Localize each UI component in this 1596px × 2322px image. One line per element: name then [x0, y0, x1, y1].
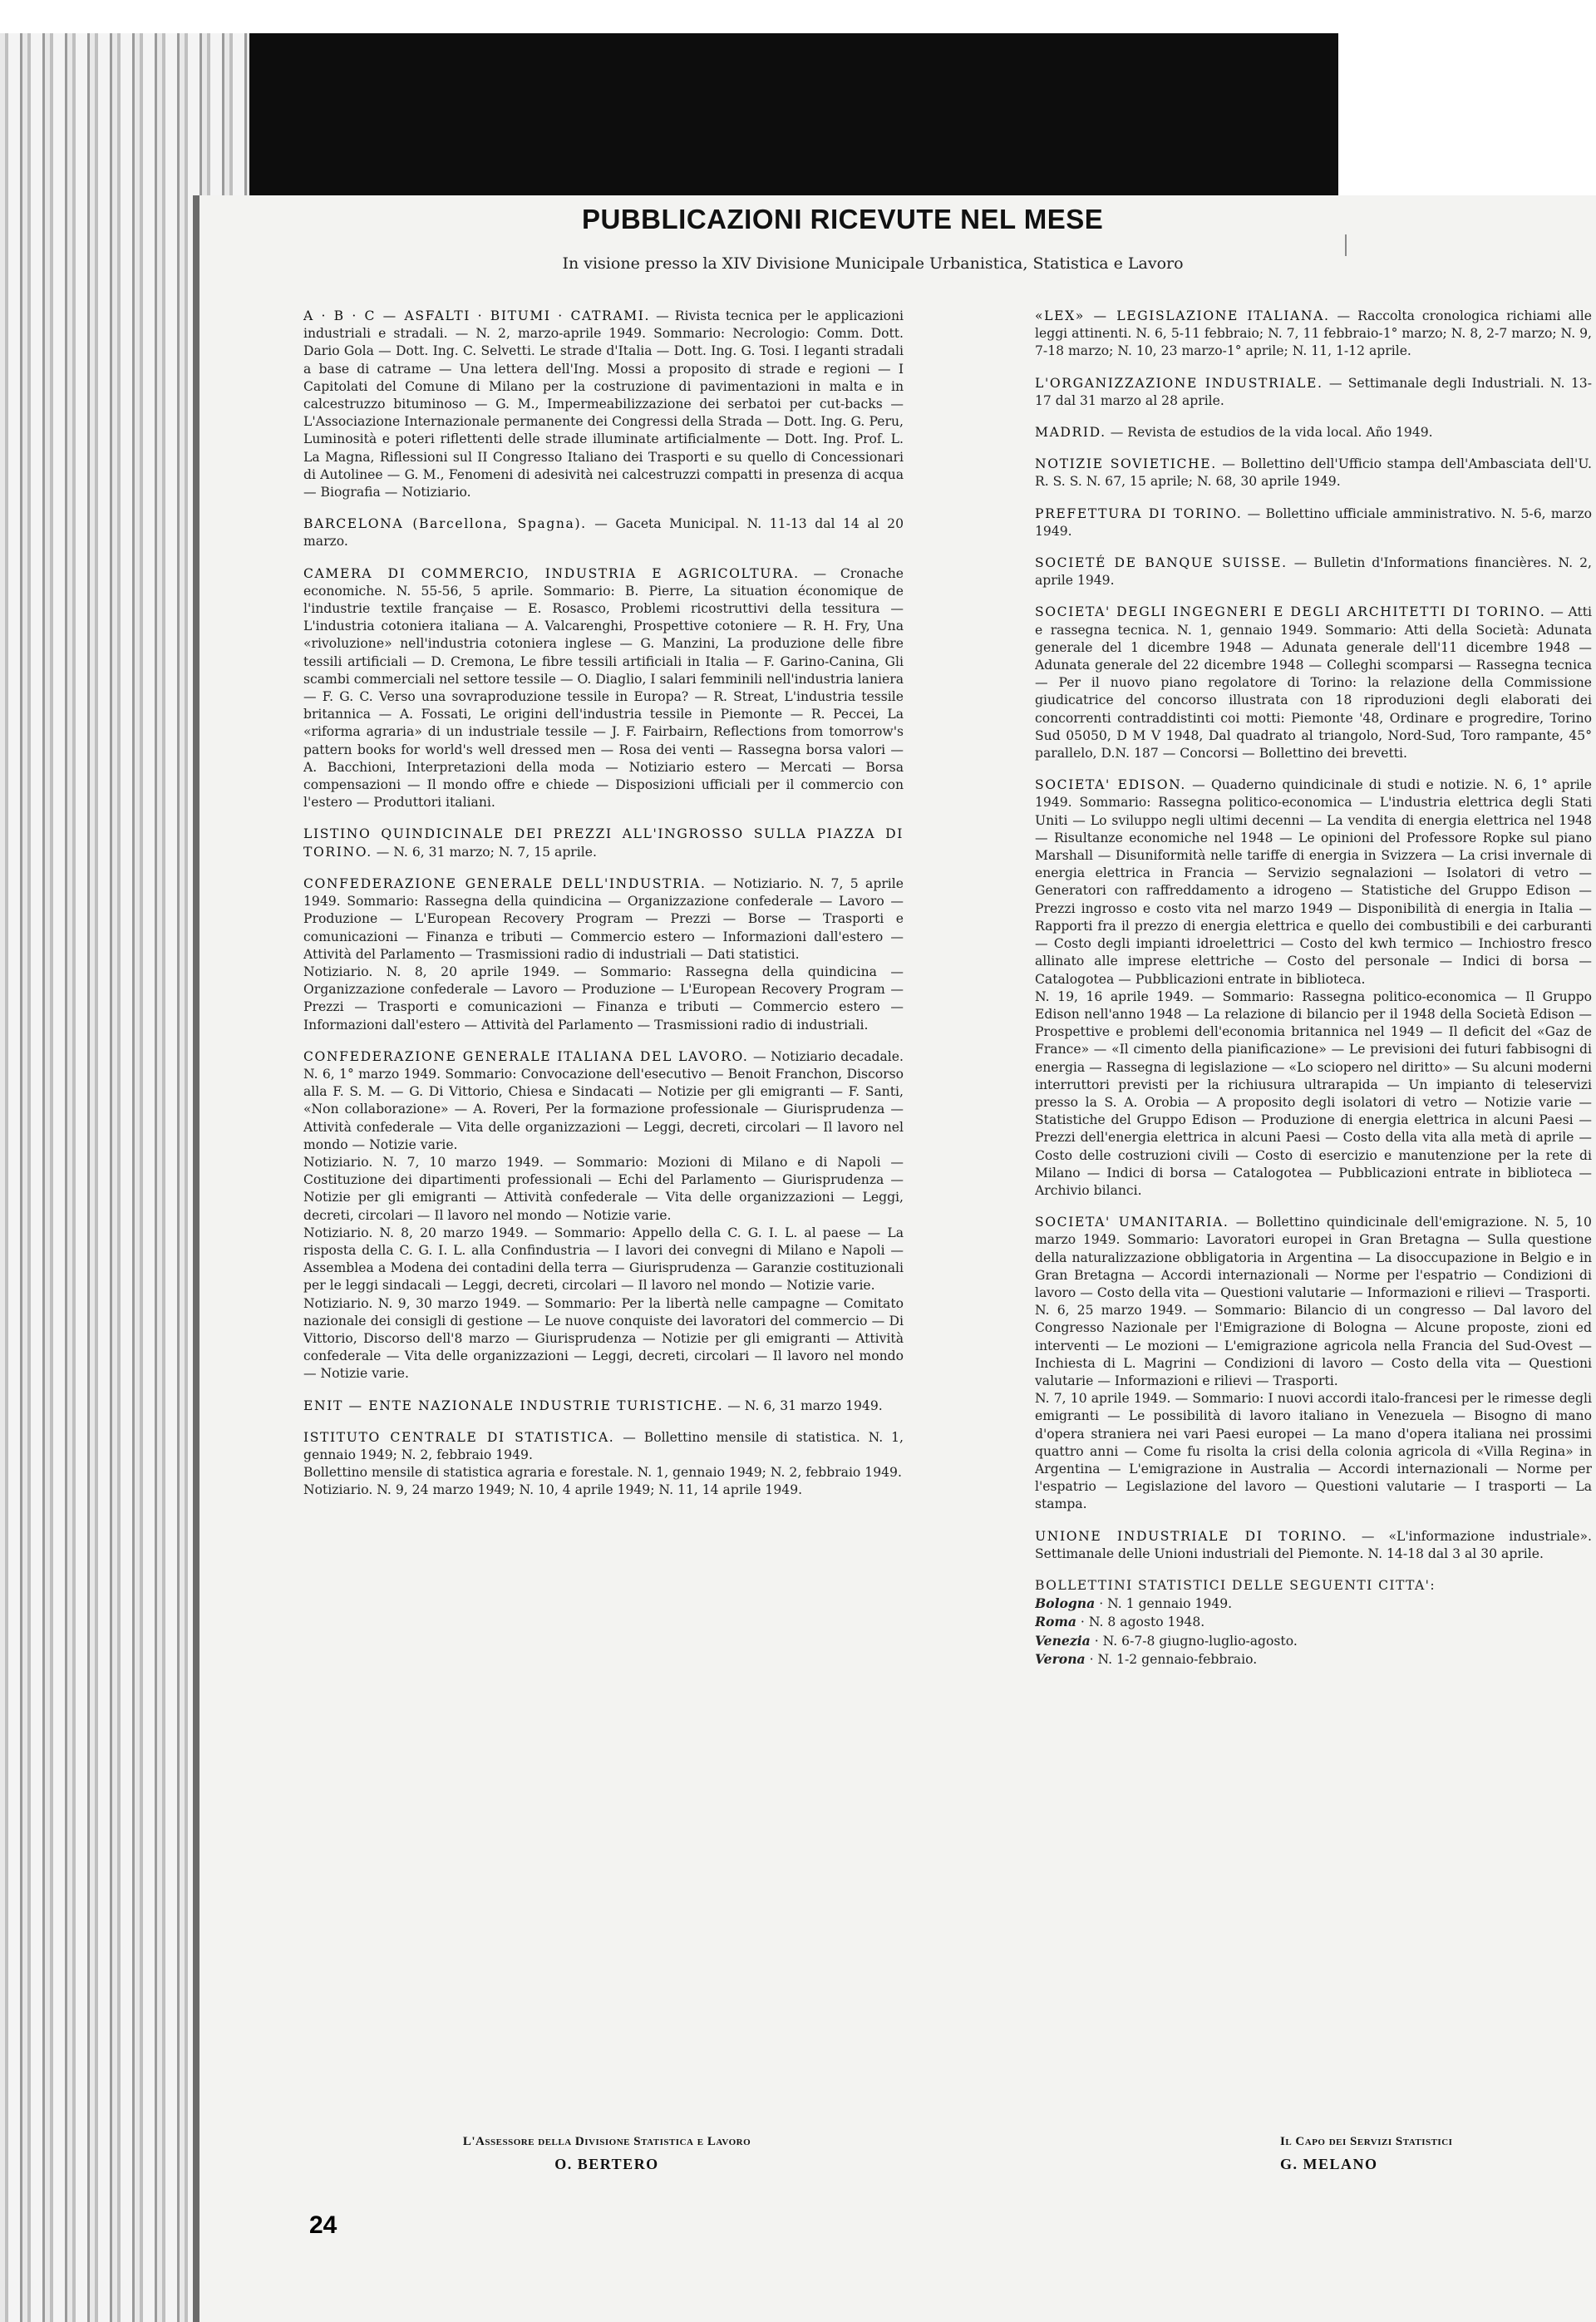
scan-edge	[1330, 33, 1338, 200]
left-column	[303, 308, 904, 1514]
publication-entry	[303, 1398, 904, 1415]
publication-title: CONFEDERAZIONE GENERALE DELL'INDUSTRIA.	[303, 875, 707, 891]
publication-issue: N. 19, 16 aprile 1949. — Sommario: Rassegna politico-economica — Il Gruppo Edison nell'anno 1948 — La relazione di bilancio per il 1948 della Società Edison — Prospettive e problemi dell'economia britannica nel 1949 — Il deficit del «Gaz de France» — «Il cimento della pianificazione» — Le previsioni dei futuri fabbisogni di energia — Rassegna di legislazione — «Lo sciopero nel diritto» — Su alcuni moderni interruttori previsti per la richiusura ultrarapida — Un impianto di teleservizi presso la S. A. Orobia — A proposito degli isolatori di vetro — Notizie varie — Statistiche del Gruppo Edison — Produzione di energia elettrica in alcuni Paesi — Prezzi dell'energia elettrica in alcuni Paesi — Costo della vita alla metà di aprile — Costo delle costruzioni civili — Costo di esercizio e manutenzione per la rete di Milano — Indici di borsa — Catalogotea — Pubblicazioni entrate in biblioteca — Archivio bilanci.	[1035, 988, 1592, 1198]
publication-entry	[1035, 308, 1592, 361]
city-bulletin-issue: · N. 6-7-8 giugno-luglio-agosto.	[1090, 1633, 1298, 1649]
footer-signature-right	[1280, 2135, 1596, 2173]
publication-details: — Bollettino quindicinale dell'emigrazione. N. 5, 10 marzo 1949. Sommario: Lavoratori europei in Gran Bretagna — Sulla questione della naturalizzazione obbligatoria in Argentina — La disoccupazione in Belgio e in Gran Bretagna — Accordi internazionali — Norme per l'espatrio — Condizioni di lavoro — Costo della vita — Questioni valutarie — Informazioni e rilievi — Trasporti.	[1035, 1215, 1592, 1300]
publication-title: ENIT — ENTE NAZIONALE INDUSTRIE TURISTICHE.	[303, 1398, 724, 1413]
city-bulletin	[1035, 1632, 1592, 1650]
publication-details: — Quaderno quindicinale di studi e notizie. N. 6, 1° aprile 1949. Sommario: Rassegna politico-economica — L'industria elettrica degli Stati Uniti — Lo sviluppo negli ultimi decenni — La vendita di energia elettrica nel 1948 — Risultanze economiche nel 1948 — Le opinioni del Professore Ropke sul piano Marshall — Disuniformità nelle tariffe di energia in Svizzera — La crisi invernale di energia elettrica in Francia — Servizio segnalazioni — Isolatori di vetro — Generatori con raffreddamento a idrogeno — Statistiche del Gruppo Edison — Prezzi ingrosso e costo vita nel marzo 1949 — Disponibilità di energia in Italia — Rapporti fra il prezzo di energia elettrica e quello dei combustibili e dei carburanti — Costo degli impianti idroelettrici — Costo del kwh termico — Inchiostro fresco allinato alle imprese elettriche — Costo del personale — Indici di borsa — Catalogotea — Pubblicazioni entrate in biblioteca.	[1035, 777, 1592, 987]
publication-entry	[303, 826, 904, 860]
city-bulletin-issue: · N. 1-2 gennaio-febbraio.	[1085, 1651, 1258, 1667]
assessore-name: O. BERTERO	[554, 2156, 659, 2172]
publication-entry	[303, 565, 904, 812]
publication-details: — Notiziario decadale. N. 6, 1° marzo 1949. Sommario: Convocazione dell'esecutivo — Benoit Franchon, Discorso alla F. S. M. — G. Di Vittorio, Chiesa e Sindacati — Notizie per gli emigranti — F. Santi, «Non collaborazione» — A. Roveri, Per la formazione professionale — Giurisprudenza — Attività confederale — Vita delle organizzazioni — Leggi, decreti, circolari — Il lavoro nel mondo — Notizie varie.	[303, 1048, 904, 1152]
publication-entry	[303, 1048, 904, 1383]
city-name: Verona	[1035, 1650, 1086, 1667]
publication-title: «LEX» — LEGISLAZIONE ITALIANA.	[1035, 308, 1330, 323]
publication-issue: Notiziario. N. 8, 20 marzo 1949. — Sommario: Appello della C. G. I. L. al paese — La risposta della C. G. I. L. alla Confindustria — I lavori dei convegni di Milano e Napoli — Assemblea a Modena dei contadini della terra — Giurisprudenza — Garanzie costituzionali per le leggi sindacali — Leggi, decreti, circolari — Il lavoro nel mondo — Notizie varie.	[303, 1225, 904, 1294]
publication-details: — Settimanale degli Industriali. N. 13-17 dal 31 marzo al 28 aprile.	[1035, 375, 1592, 408]
publication-title: SOCIETA' UMANITARIA.	[1035, 1215, 1229, 1230]
publication-entry	[1035, 375, 1592, 410]
publication-details: — Bollettino dell'Ufficio stampa dell'Ambasciata dell'U. R. S. S. N. 67, 15 aprile; N. 68, 30 aprile 1949.	[1035, 456, 1592, 490]
page-number: 24	[309, 2211, 337, 2239]
publication-entry	[303, 515, 904, 550]
page-subtitle: In visione presso la XIV Divisione Municipale Urbanistica, Statistica e Lavoro	[562, 254, 1184, 273]
publication-entry	[303, 308, 904, 501]
publication-details: — Bollettino mensile di statistica. N. 1, gennaio 1949; N. 2, febbraio 1949.	[303, 1429, 904, 1462]
publication-entry	[1035, 1528, 1592, 1563]
publication-entry	[1035, 555, 1592, 589]
publication-details: — Rivista tecnica per le applicazioni industriali e stradali. — N. 2, marzo-aprile 1949. Sommario: Necrologio: Comm. Dott. Dario Gola — Dott. Ing. C. Selvetti. Le strade d'Italia — Dott. Ing. G. Tosi. I leganti stradali a base di catrame — Una lettera dell'Ing. Mossi a proposito di strade e regioni — I Capitolati del Comune di Milano per la costruzione di pavimentazioni in malta e in calcestruzzo bituminoso — G. M., Impermeabilizzazione dei serbatoi per cut-backs — L'Associazione Internazionale permanente dei Congressi della Strada — Dott. Ing. G. Peru, Luminosità e poteri riflettenti delle strade illuminate artificialmente — Dott. Ing. Prof. L. La Magna, Riflessioni sul II Congresso Italiano dei Trasporti e su quello di Concessionari di Autolinee — G. M., Fenomeni di adesività nei calcestruzzi compatti in presenza di acqua — Biografia — Notiziario.	[303, 308, 904, 500]
publication-details: — Bollettino ufficiale amministrativo. N. 5-6, marzo 1949.	[1035, 505, 1592, 539]
publication-title: CAMERA DI COMMERCIO, INDUSTRIA E AGRICOLTURA.	[303, 565, 800, 581]
publication-entry	[1035, 604, 1592, 762]
page-title: PUBBLICAZIONI RICEVUTE NEL MESE	[582, 204, 1104, 234]
publication-issue: Notiziario. N. 8, 20 aprile 1949. — Sommario: Rassegna della quindicina — Organizzazione confederale — Lavoro — Produzione — L'European Recovery Program — Prezzi — Trasporti e comunicazioni — Finanza e tributi — Commercio estero — Informazioni dall'estero — Attività del Parlamento — Trasmissioni radio di industriali.	[303, 964, 904, 1033]
bollettini-heading: BOLLETTINI STATISTICI DELLE SEGUENTI CITTA':	[1035, 1578, 1436, 1593]
publication-issue: Notiziario. N. 9, 30 marzo 1949. — Sommario: Per la libertà nelle campagne — Comitato nazionale dei consigli di gestione — Le nuove conquiste dei lavoratori del commercio — Di Vittorio, Discorso dell'8 marzo — Giurisprudenza — Notizie per gli emigranti — Attività confederale — Vita delle organizzazioni — Leggi, decreti, circolari — Il lavoro nel mondo — Notizie varie.	[303, 1295, 904, 1382]
publication-title: A · B · C — ASFALTI · BITUMI · CATRAMI.	[303, 308, 651, 323]
publication-entry	[1035, 776, 1592, 1200]
publication-issue: Bollettino mensile di statistica agraria e forestale. N. 1, gennaio 1949; N. 2, febbraio 1949.	[303, 1465, 902, 1481]
city-name: Bologna	[1035, 1595, 1096, 1612]
publication-details: — Gaceta Municipal. N. 11-13 dal 14 al 20 marzo.	[303, 516, 904, 550]
publication-title: UNIONE INDUSTRIALE DI TORINO.	[1035, 1528, 1347, 1544]
city-bulletin-issue: · N. 8 agosto 1948.	[1076, 1615, 1205, 1630]
publication-issue: N. 7, 10 aprile 1949. — Sommario: I nuovi accordi italo-francesi per le rimesse degli emigranti — Le possibilità di lavoro italiano in Venezuela — Bisogno di mano d'opera straniera nei vari Paesi europei — La mano d'opera italiana nei prossimi quattro anni — Come fu risolta la crisi della colonia agricola di «Villa Regina» in Argentina — L'emigrazione in Australia — Accordi internazionali — Norme per l'espatrio — Legislazione del lavoro — Questioni valutarie — I trasporti — La stampa.	[1035, 1391, 1592, 1512]
publication-title: PREFETTURA DI TORINO.	[1035, 505, 1243, 521]
publication-title: SOCIETA' DEGLI INGEGNERI E DEGLI ARCHITETTI DI TORINO.	[1035, 604, 1546, 620]
publication-issue: N. 6, 25 marzo 1949. — Sommario: Bilancio di un congresso — Dal lavoro del Congresso Nazionale per l'Emigrazione di Bologna — Alcune proposte, zioni ed interventi — Le mozioni — L'emigrazione agricola nella Francia del Sud-Ovest — Inchiesta di L. Magrini — Condizioni di lavoro — Costo della vita — Questioni valutarie — Informazioni e rilievi — Trasporti.	[1035, 1303, 1592, 1388]
city-bulletin-issue: · N. 1 gennaio 1949.	[1095, 1596, 1233, 1612]
page-mark	[1345, 234, 1347, 256]
publication-title: SOCIETA' EDISON.	[1035, 777, 1186, 793]
publication-title: L'ORGANIZZAZIONE INDUSTRIALE.	[1035, 375, 1323, 391]
publication-entry	[1035, 456, 1592, 491]
publication-details: — N. 6, 31 marzo; N. 7, 15 aprile.	[376, 844, 597, 860]
city-name: Venezia	[1035, 1632, 1091, 1649]
publication-title: LISTINO QUINDICINALE DEI PREZZI ALL'INGROSSO SULLA PIAZZA DI TORINO.	[303, 826, 904, 860]
publication-details: — Atti e rassegna tecnica. N. 1, gennaio 1949. Sommario: Atti della Società: Adunata generale del 1 dicembre 1948 — Adunata generale dell'11 dicembre 1948 — Adunata generale del 22 dicembre 1948 — Colleghi scomparsi — Rassegna tecnica — Per il nuovo piano regolatore di Torino: la relazione della Commissione giudicatrice del concorso illustrata con 18 riproduzioni degli elaborati dei concorrenti contraddistinti coi motti: Piemonte '48, Ordinare e progredire, Torino Sud 05050, D M V 1948, Dal quadrato al triangolo, Nord-Sud, Toro rampante, 45° parallelo, D.N. 187 — Concorsi — Bollettino dei brevetti.	[1035, 604, 1592, 762]
publication-details: — N. 6, 31 marzo 1949.	[727, 1398, 883, 1413]
publication-title: ISTITUTO CENTRALE DI STATISTICA.	[303, 1429, 615, 1445]
capo-servizi-name: G. MELANO	[1280, 2156, 1378, 2172]
publication-title: CONFEDERAZIONE GENERALE ITALIANA DEL LAVORO.	[303, 1048, 749, 1064]
publication-details: — Cronache economiche. N. 55-56, 5 aprile. Sommario: B. Pierre, La situation économique de l'industrie textile française — E. Rosasco, Problemi ricostruttivi della tessitura — L'industria cotoniera italiana — A. Valcarenghi, Prospettive cotoniere — R. H. Fry, Una «rivoluzione» nell'industria cotoniera inglese — G. Manzini, La produzione delle fibre tessili artificiali — D. Cremona, Le fibre tessili artificiali in Italia — F. Garino-Canina, Gli scambi commerciali nel settore tessile — O. Diaglio, I salari femminili nell'industria laniera — F. G. C. Verso una sovraproduzione tessile in Europa? — R. Streat, L'industria tessile britannica — A. Fossati, Le origini dell'industria tessile in Piemonte — R. Peccei, La «riforma agraria» di un industriale tessile — J. F. Fairbairn, Reflections from tomorrow's pattern books for world's well dressed men — Rosa dei venti — Rassegna borsa valori — A. Bacchioni, Interpretazioni della moda — Notiziario estero — Mercati — Borsa compensazioni — Il mondo offre e chiede — Disposizioni ufficiali per il commercio con l'estero — Produttori italiani.	[303, 565, 904, 811]
publication-issue: Notiziario. N. 7, 10 marzo 1949. — Sommario: Mozioni di Milano e di Napoli — Costituzione dei dipartimenti professionali — Echi del Parlamento — Giurisprudenza — Notizie per gli emigranti — Attività confederale — Vita delle organizzazioni — Leggi, decreti, circolari — Il lavoro nel mondo — Notizie varie.	[303, 1154, 904, 1223]
publication-entry	[1035, 1214, 1592, 1513]
assessore-role: L'Assessore della Divisione Statistica e Lavoro	[462, 2135, 751, 2148]
publication-entry	[1035, 505, 1592, 540]
publication-title: BARCELONA (Barcellona, Spagna).	[303, 516, 587, 532]
publication-entry	[303, 875, 904, 1034]
publication-issue: Notiziario. N. 9, 24 marzo 1949; N. 10, 4 aprile 1949; N. 11, 14 aprile 1949.	[303, 1482, 803, 1498]
city-name: Roma	[1035, 1614, 1076, 1630]
publication-details: — Notiziario. N. 7, 5 aprile 1949. Sommario: Rassegna della quindicina — Organizzazione confederale — Lavoro — Produzione — L'European Recovery Program — Prezzi — Borse — Trasporti e comunicazioni — Finanza e tributi — Commercio estero — Informazioni dall'estero — Attività del Parlamento — Trasmissioni radio di industriali — Dati statistici.	[303, 875, 904, 962]
city-bulletin	[1035, 1595, 1592, 1613]
publication-details: — Bulletin d'Informations financières. N. 2, aprile 1949.	[1035, 555, 1592, 589]
publication-title: NOTIZIE SOVIETICHE.	[1035, 456, 1217, 472]
bollettini-section	[1035, 1577, 1592, 1669]
publication-details: — Raccolta cronologica richiami alle leggi attinenti. N. 6, 5-11 febbraio; N. 7, 11 febbraio-1° marzo; N. 8, 2-7 marzo; N. 9, 7-18 marzo; N. 10, 23 marzo-1° aprile; N. 11, 1-12 aprile.	[1035, 308, 1592, 359]
publication-details: — «L'informazione industriale». Settimanale delle Unioni industriali del Piemonte. N. 14-18 dal 3 al 30 aprile.	[1035, 1528, 1592, 1561]
publication-entry	[1035, 424, 1592, 441]
publication-title: MADRID.	[1035, 425, 1106, 441]
city-bulletin	[1035, 1613, 1592, 1631]
publication-title: SOCIETÉ DE BANQUE SUISSE.	[1035, 555, 1288, 571]
city-bulletin	[1035, 1650, 1592, 1669]
right-column	[1035, 308, 1592, 1846]
publication-entry	[303, 1429, 904, 1500]
publication-details: — Revista de estudios de la vida local. Año 1949.	[1110, 425, 1433, 441]
capo-servizi-role: Il Capo dei Servizi Statistici	[1280, 2135, 1453, 2148]
footer-signature-left	[349, 2135, 864, 2173]
